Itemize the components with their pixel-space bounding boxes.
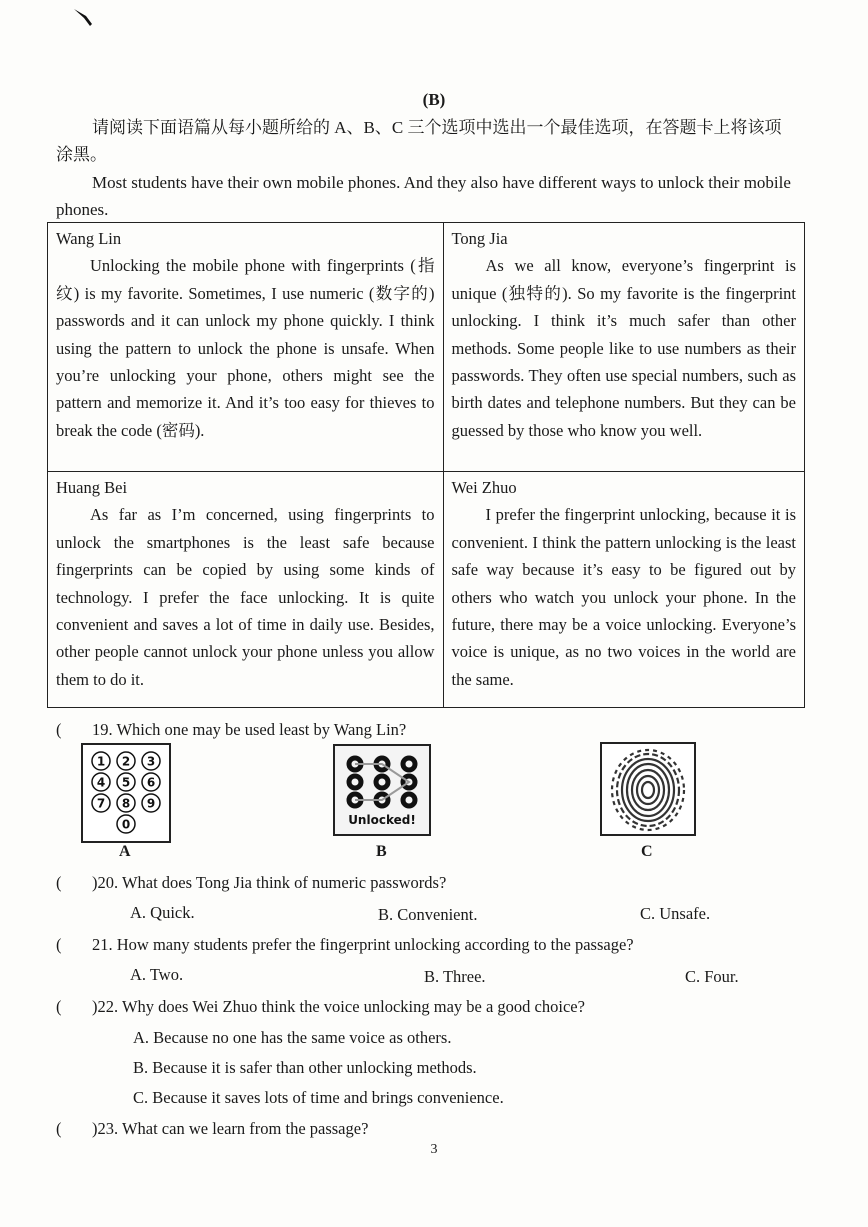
- opinion-table: [47, 222, 805, 708]
- question-stem: )22. Why does Wei Zhuo think the voice unlocking may be a good choice?: [92, 997, 585, 1016]
- keypad-digit: 7: [96, 796, 106, 811]
- intro-paragraph: Most students have their own mobile phones. And they also have different ways to unlock their mobile phones.: [56, 173, 791, 219]
- option-label-a: A: [119, 843, 131, 860]
- cell-text: I prefer the fingerprint unlocking, because it is convenient. I think the pattern unlocking is the least safe way because it’s easy to be figured out by others who watch you unlock your phone. In the future, there may be a voice unlocking. Everyone’s voice is unique, as no two voices in the world are the same.: [451, 505, 796, 689]
- question-21: [56, 934, 634, 956]
- cell-huang-bei: [48, 472, 444, 708]
- numeric-keypad-icon: [81, 743, 171, 843]
- keypad-digit: 3: [146, 754, 156, 769]
- keypad-digit: 1: [96, 754, 106, 769]
- cell-text: As far as I’m concerned, using fingerprints to unlock the smartphones is the least safe because fingerprints can be copied by using some kinds of technology. I prefer the face unlocking. It is quite convenient and saves a lot of time in daily use. Besides, other people cannot unlock your phone unless you allow them to do it.: [56, 505, 435, 689]
- option-b: B. Because it is safer than other unlocking methods.: [133, 1058, 477, 1077]
- keypad-digit: 2: [121, 754, 131, 769]
- corner-mark-icon: [72, 6, 94, 28]
- keypad-digit: 0: [121, 817, 131, 832]
- cell-wei-zhuo: [443, 472, 805, 708]
- keypad-digit: 5: [121, 775, 131, 790]
- question-20: [56, 872, 446, 894]
- option-c: C. Four.: [685, 967, 739, 986]
- option-a: A. Two.: [130, 965, 184, 984]
- question-stem: )20. What does Tong Jia think of numeric passwords?: [92, 873, 447, 892]
- option-label-c: C: [641, 843, 653, 860]
- cell-name: Tong Jia: [451, 229, 508, 248]
- question-stem: 21. How many students prefer the fingerprint unlocking according to the passage?: [92, 935, 634, 954]
- pattern-caption: Unlocked!: [348, 813, 416, 827]
- cell-tong-jia: [443, 223, 805, 472]
- question-stem: 19. Which one may be used least by Wang Lin?: [92, 720, 407, 739]
- instruction: 请阅读下面语篇从每小题所给的 A、B、C 三个选项中选出一个最佳选项，在答题卡上将该项涂黑。: [56, 118, 782, 164]
- answer-paren: (: [56, 720, 62, 739]
- cell-text: As we all know, everyone’s fingerprint is unique (独特的). So my favorite is the fingerprint unlocking. I think it’s much safer than other methods. Some people like to use numbers as their passwords. They often use special numbers, such as birth dates and telephone numbers. But they can be guessed by those who know you well.: [451, 256, 796, 440]
- keypad-digit: 6: [146, 775, 156, 790]
- answer-paren: (: [56, 997, 62, 1016]
- option-b: B. Three.: [424, 967, 486, 986]
- option-a: A. Because no one has the same voice as others.: [133, 1028, 452, 1047]
- cell-text: Unlocking the mobile phone with fingerprints (指纹) is my favorite. Sometimes, I use numeric (数字的) passwords and it can unlock my phone quickly. I think using the pattern to unlock the phone is unsafe. When you’re unlocking your phone, others might see the pattern and memorize it. And it’s too easy for thieves to break the code (密码).: [56, 256, 435, 440]
- answer-paren: (: [56, 935, 62, 954]
- option-c: C. Because it saves lots of time and brings convenience.: [133, 1088, 504, 1107]
- option-b: B. Convenient.: [378, 905, 478, 924]
- keypad-digit: 8: [121, 796, 131, 811]
- question-23: [56, 1118, 368, 1140]
- question-19: [56, 719, 406, 741]
- cell-name: Wang Lin: [56, 229, 122, 248]
- pattern-lock-icon: [333, 744, 431, 836]
- keypad-digit: 9: [146, 796, 156, 811]
- option-a: A. Quick.: [130, 903, 195, 922]
- answer-paren: (: [56, 1119, 62, 1138]
- option-label-b: B: [376, 843, 387, 860]
- fingerprint-icon: [600, 742, 696, 836]
- question-22: [56, 996, 585, 1018]
- cell-name: Huang Bei: [56, 478, 128, 497]
- question-stem: )23. What can we learn from the passage?: [92, 1119, 369, 1138]
- cell-name: Wei Zhuo: [451, 478, 517, 497]
- answer-paren: (: [56, 873, 62, 892]
- keypad-digit: 4: [96, 775, 106, 790]
- option-c: C. Unsafe.: [640, 904, 711, 923]
- page-number: 3: [430, 1142, 438, 1157]
- section-title: (B): [422, 90, 446, 109]
- cell-wang-lin: [48, 223, 444, 472]
